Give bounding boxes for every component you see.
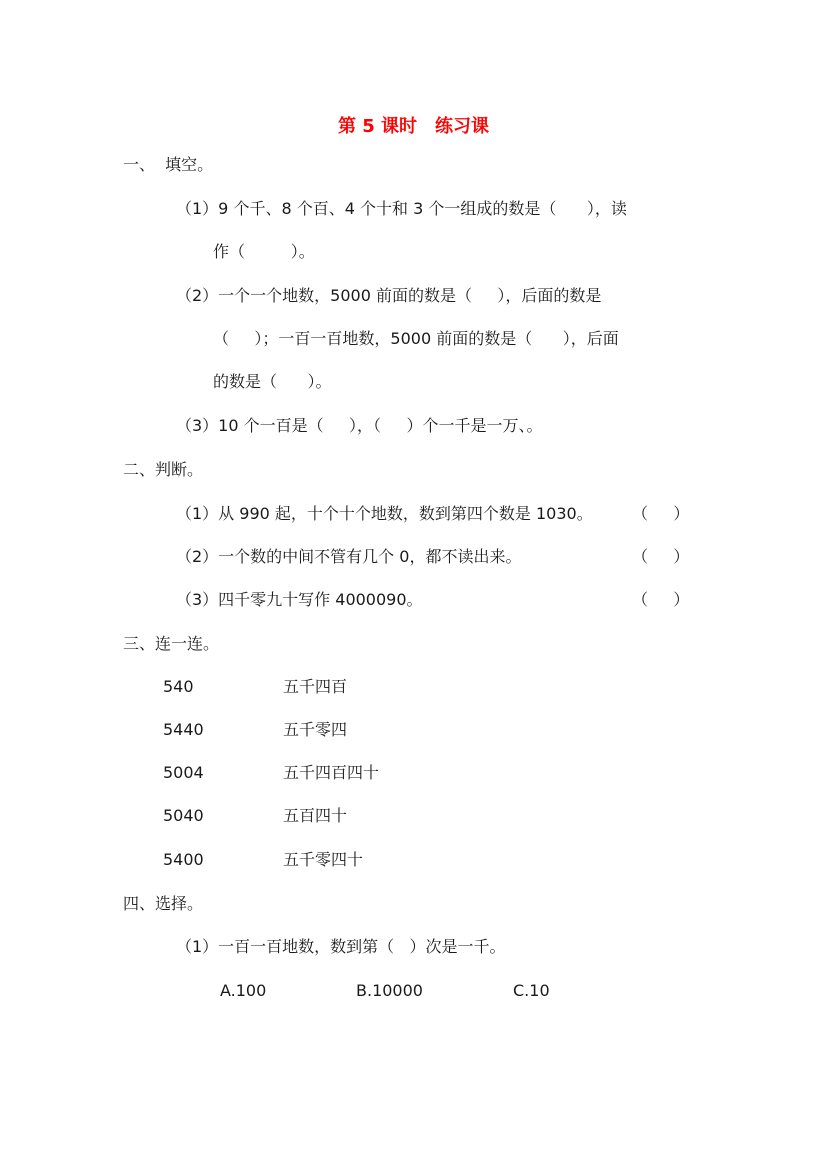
section-1-heading: 一、 填空。 <box>123 155 214 174</box>
choice-question: （1）一百一百地数，数到第（ ）次是一千。 <box>176 937 506 956</box>
match-right-4: 五百四十 <box>283 806 348 825</box>
page-title: 第 5 课时 练习课 <box>337 116 490 137</box>
match-left-3: 5004 <box>163 763 204 782</box>
section-3-heading: 三、连一连。 <box>123 634 220 653</box>
judge-item-3-mark: （ ） <box>632 590 690 609</box>
judge-item-2-mark: （ ） <box>632 547 690 566</box>
section-2-heading: 二、判断。 <box>123 460 204 479</box>
fill-line-2: 作（ ）。 <box>213 242 315 261</box>
match-left-1: 540 <box>163 677 194 696</box>
match-right-3: 五千四百四十 <box>283 763 380 782</box>
fill-line-5: 的数是（ ）。 <box>213 372 332 391</box>
judge-item-1-mark: （ ） <box>632 504 690 523</box>
judge-item-3: （3）四千零九十写作 4000090。 <box>176 590 423 609</box>
fill-line-4: （ ）；一百一百地数，5000 前面的数是（ ），后面 <box>213 329 619 348</box>
match-left-2: 5440 <box>163 720 204 739</box>
match-left-4: 5040 <box>163 806 204 825</box>
choice-option-b: B.10000 <box>356 981 423 1000</box>
choice-option-a: A.100 <box>220 981 267 1000</box>
match-left-5: 5400 <box>163 850 204 869</box>
match-right-1: 五千四百 <box>283 677 348 696</box>
fill-line-3: （2）一个一个地数，5000 前面的数是（ ），后面的数是 <box>176 286 602 305</box>
fill-line-1: （1）9 个千、8 个百、4 个十和 3 个一组成的数是（ ），读 <box>176 199 627 218</box>
choice-option-c: C.10 <box>513 981 550 1000</box>
match-right-5: 五千零四十 <box>283 850 364 869</box>
judge-item-2: （2）一个数的中间不管有几个 0，都不读出来。 <box>176 547 522 566</box>
match-right-2: 五千零四 <box>283 720 348 739</box>
judge-item-1: （1）从 990 起，十个十个地数，数到第四个数是 1030。 <box>176 504 593 523</box>
fill-line-6: （3）10 个一百是（ ），（ ）个一千是一万、。 <box>176 416 543 435</box>
section-4-heading: 四、选择。 <box>123 894 204 913</box>
